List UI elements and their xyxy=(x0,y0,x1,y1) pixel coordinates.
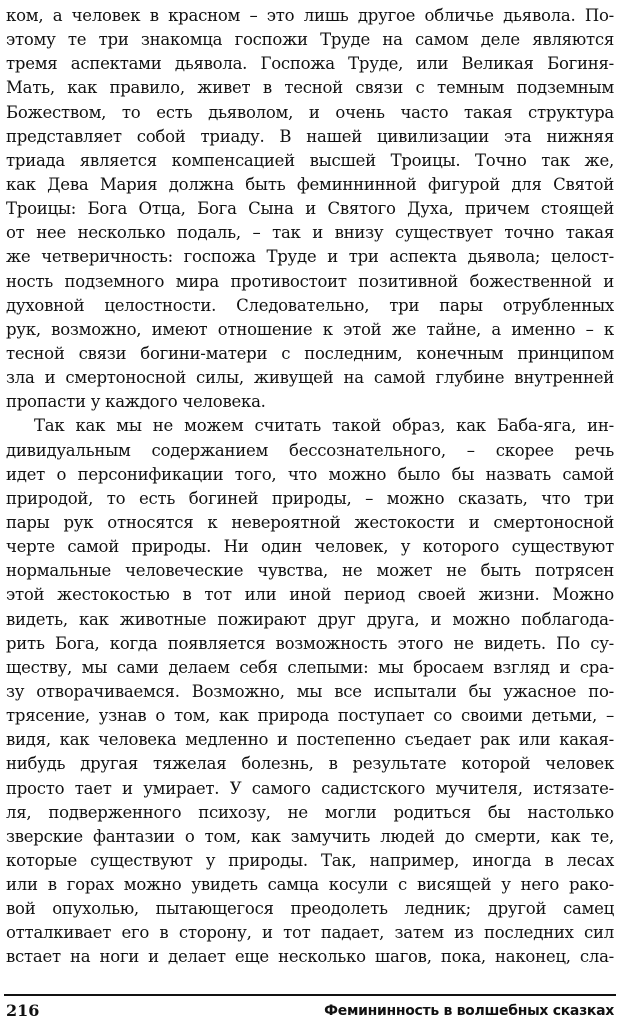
text-line: тесной связи богини-матери с последним, конечным принципом xyxy=(6,343,614,363)
text-line: пропасти у каждого человека. xyxy=(6,392,266,412)
text-line: представляет собой триаду. В нашей цивилизации эта нижняя xyxy=(6,126,614,146)
text-line: черте самой природы. Ни один человек, у которого существуют xyxy=(6,537,614,557)
text-line: Божеством, то есть дьяволом, и очень часто такая структура xyxy=(6,102,614,122)
text-line: от нее несколько подаль, – так и внизу существует точно такая xyxy=(6,223,614,243)
text-line: рить Бога, когда появляется возможность этого не видеть. По су- xyxy=(6,633,614,653)
text-line: духовной целостности. Следовательно, три пары отрубленных xyxy=(6,295,614,315)
text-line: рук, возможно, имеют отношение к этой же тайне, а именно – к xyxy=(6,319,614,339)
paragraph-1 xyxy=(6,4,614,414)
text-line: зла и смертоносной силы, живущей на самой глубине внутренней xyxy=(6,368,614,388)
text-line: нормальные человеческие чувства, не может не быть потрясен xyxy=(6,561,614,581)
text-line: идет о персонификации того, что можно было бы назвать самой xyxy=(6,464,614,484)
text-line: зверские фантазии о том, как замучить людей до смерти, как те, xyxy=(6,826,614,846)
text-line: ность подземного мира противостоит позитивной божественной и xyxy=(6,271,614,291)
text-line: зу отворачиваемся. Возможно, мы все испытали бы ужасное по- xyxy=(6,681,614,701)
text-line: встает на ноги и делает еще несколько шагов, пока, наконец, сла- xyxy=(6,947,614,967)
text-line: видеть, как животные пожирают друг друга, и можно поблагода- xyxy=(6,609,614,629)
text-line: этому те три знакомца госпожи Труде на самом деле являются xyxy=(6,30,614,50)
text-line: трясение, узнав о том, как природа поступает со своими детьми, – xyxy=(6,706,614,726)
text-line: пары рук относятся к невероятной жестокости и смертоносной xyxy=(6,512,614,532)
text-line: же четверичность: госпожа Труде и три аспекта дьявола; целост- xyxy=(6,247,614,267)
text-line: Троицы: Бога Отца, Бога Сына и Святого Духа, причем стоящей xyxy=(6,199,614,219)
text-line: как Дева Мария должна быть феминнинной фигурой для Святой xyxy=(6,174,614,194)
text-line: этой жестокостью в тот или иной период своей жизни. Можно xyxy=(6,585,614,605)
paragraph-2 xyxy=(6,414,614,969)
text-line: нибудь другая тяжелая болезнь, в результате которой человек xyxy=(6,754,614,774)
text-line: вой опухолью, пытающегося преодолеть ледник; другой самец xyxy=(6,899,614,919)
text-line: Мать, как правило, живет в тесной связи с темным подземным xyxy=(6,78,614,98)
page-number: 216 xyxy=(6,1001,40,1020)
text-line: ком, а человек в красном – это лишь другое обличье дьявола. По- xyxy=(6,6,614,25)
running-title: Фемининность в волшебных сказках xyxy=(324,1003,614,1019)
text-line: или в горах можно увидеть самца косули с висящей у него рако- xyxy=(6,875,614,895)
text-line: природой, то есть богиней природы, – можно сказать, что три xyxy=(6,488,614,508)
text-line: ществу, мы сами делаем себя слепыми: мы бросаем взгляд и сра- xyxy=(6,657,614,677)
text-line: отталкивает его в сторону, и тот падает, затем из последних сил xyxy=(6,923,614,943)
text-line: тремя аспектами дьявола. Госпожа Труде, или Великая Богиня- xyxy=(6,54,614,74)
text-line: видя, как человека медленно и постепенно съедает рак или какая- xyxy=(6,730,614,750)
body-text xyxy=(6,4,614,970)
text-line: дивидуальным содержанием бессознательного, – скорее речь xyxy=(6,440,614,460)
text-line: триада является компенсацией высшей Троицы. Точно так же, xyxy=(6,150,614,170)
text-line: Так как мы не можем считать такой образ, как Баба-яга, ин- xyxy=(34,416,614,436)
text-line: которые существуют у природы. Так, например, иногда в лесах xyxy=(6,850,614,870)
text-line: просто тает и умирает. У самого садистского мучителя, истязате- xyxy=(6,778,614,798)
text-line: ля, подверженного психозу, не могли родиться бы настолько xyxy=(6,802,614,822)
footer-rule xyxy=(4,994,616,996)
